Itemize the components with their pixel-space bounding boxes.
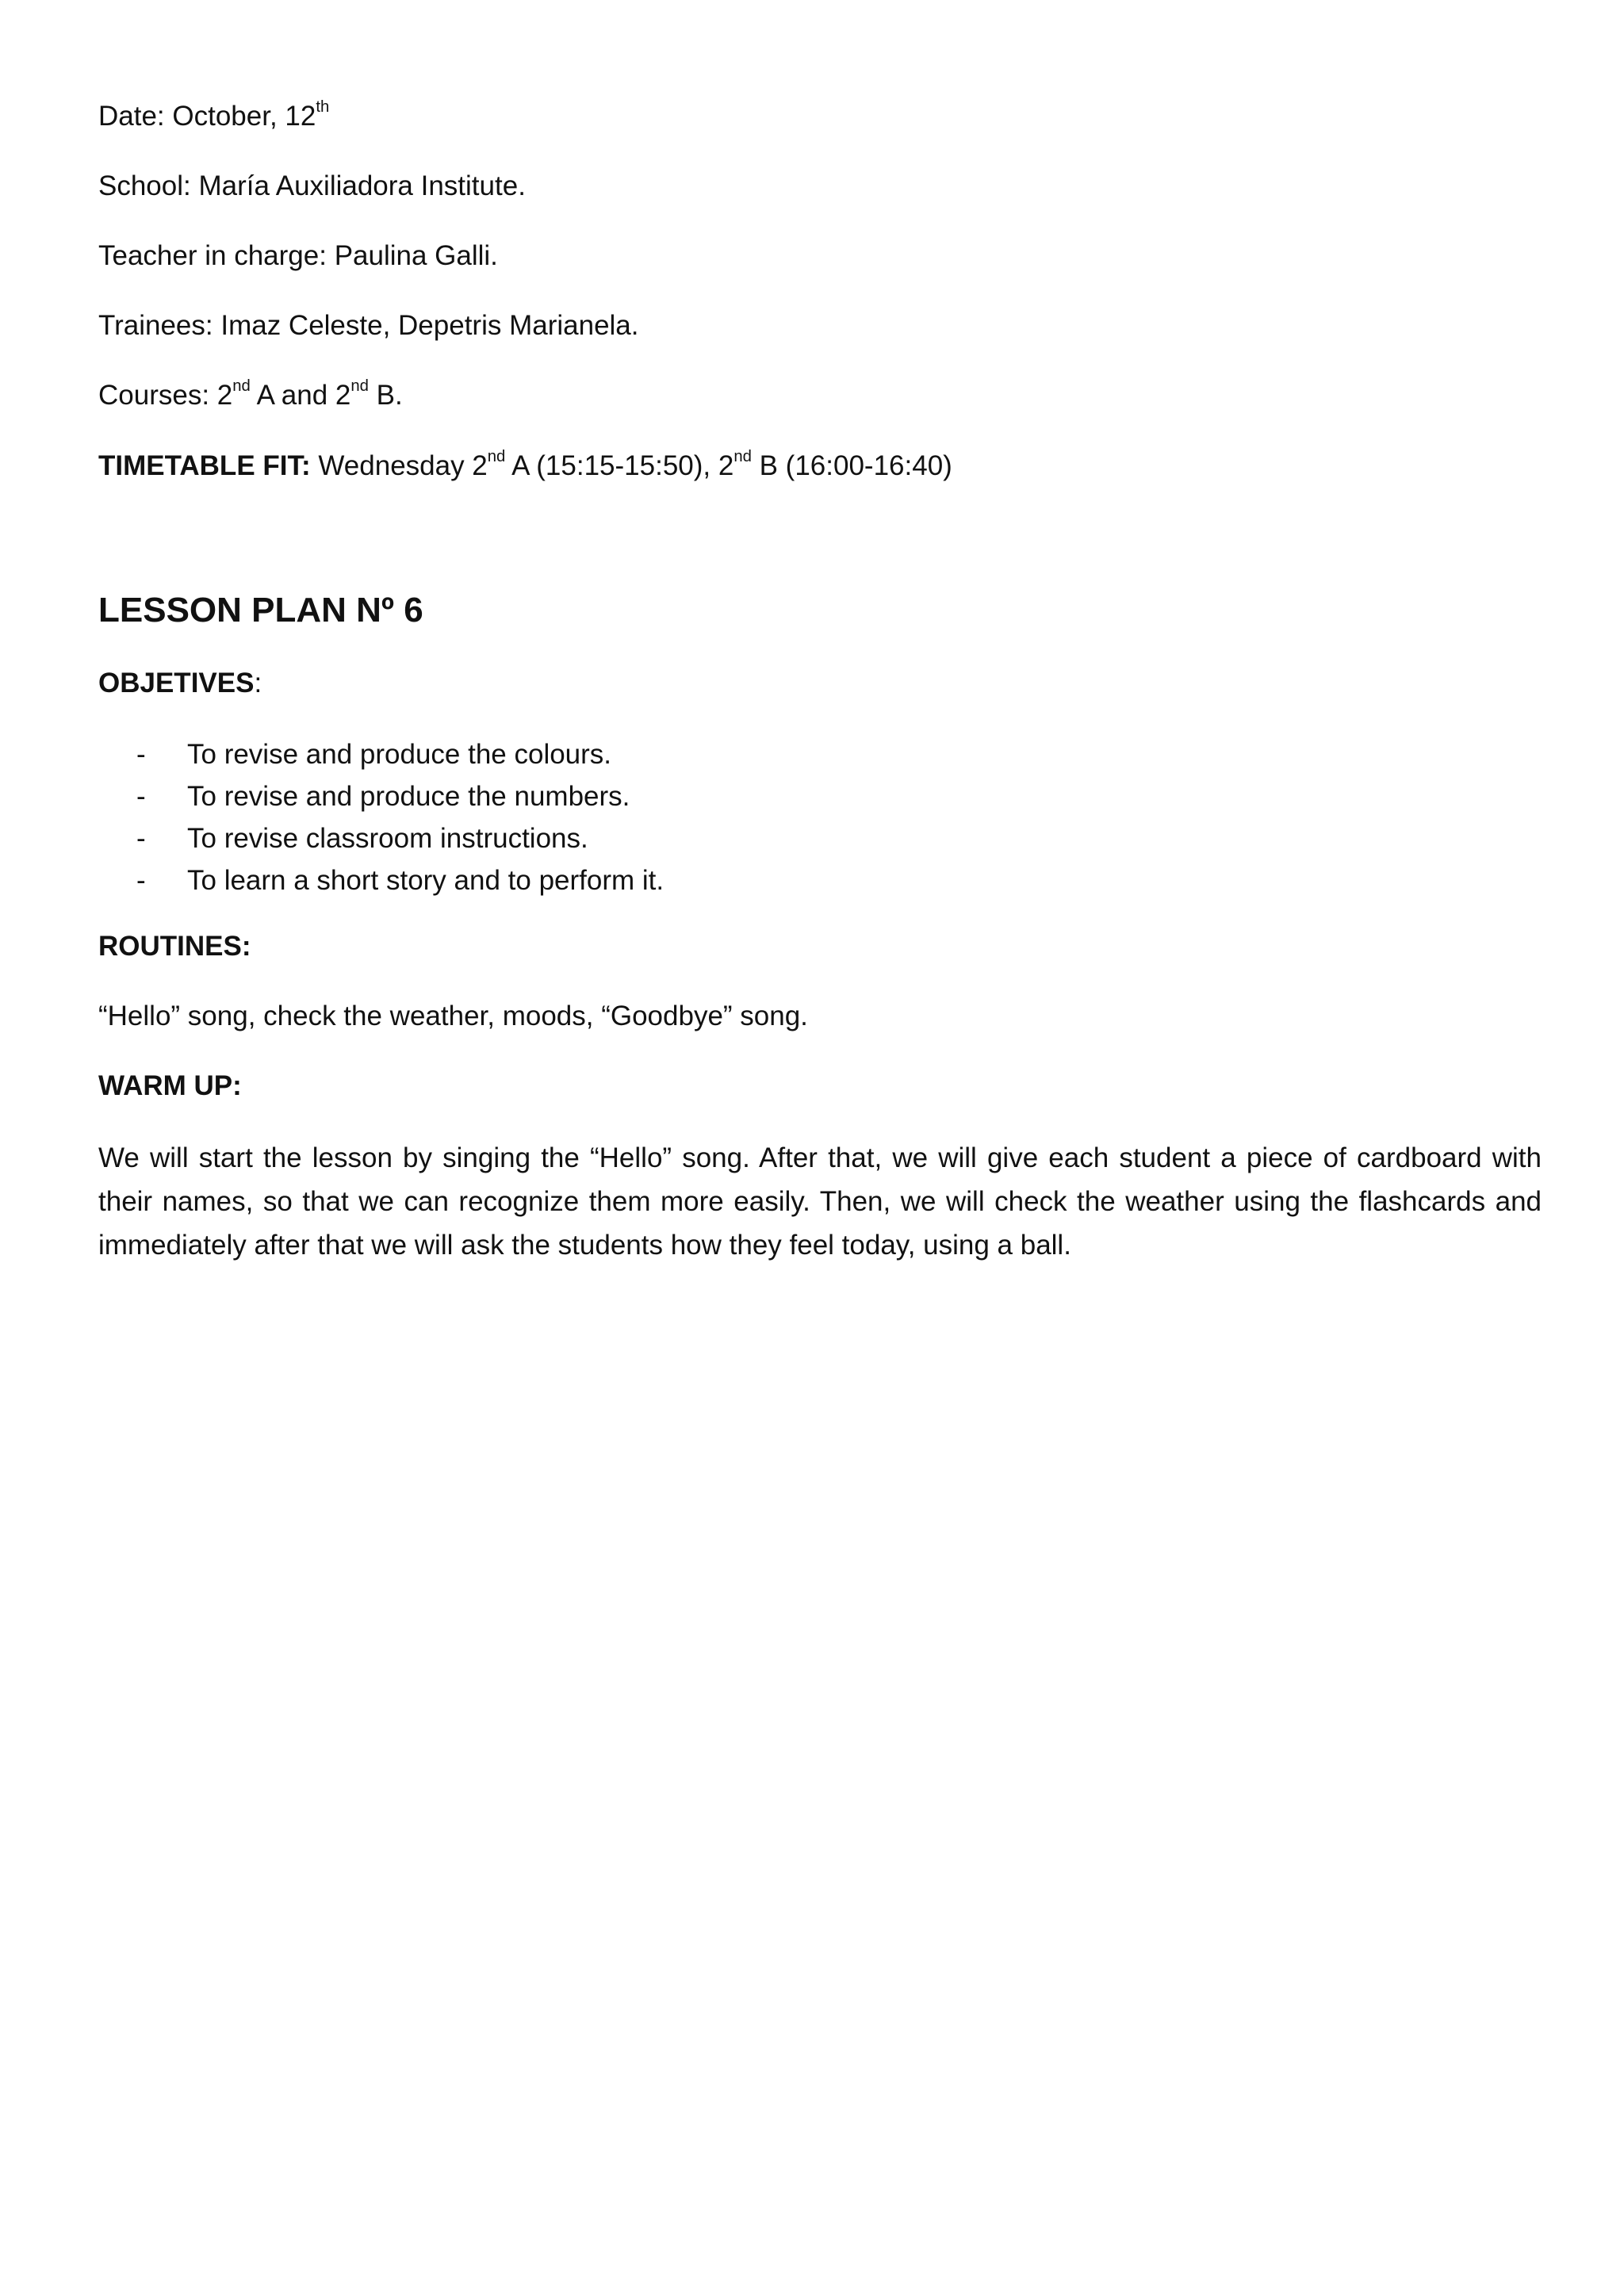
objectives-heading: [98, 666, 262, 701]
bullet-dash: -: [136, 865, 146, 896]
trainees-label: Trainees:: [98, 310, 213, 341]
trainees-line: [98, 308, 639, 343]
courses-part3: B.: [368, 380, 403, 411]
school-label: School:: [98, 170, 191, 201]
lesson-title: LESSON PLAN Nº 6: [98, 591, 423, 629]
date-suffix: th: [316, 98, 330, 116]
objective-text: To learn a short story and to perform it.: [187, 865, 665, 896]
bullet-dash: -: [136, 781, 146, 812]
courses-part1: 2: [216, 380, 233, 411]
courses-label: Courses:: [98, 380, 210, 411]
courses-part2: A and 2: [250, 380, 351, 411]
courses-sup1: nd: [232, 377, 251, 395]
timetable-sup2: nd: [733, 447, 752, 465]
warmup-paragraph: We will start the lesson by singing the “Hello” song. After that, we will give each student a piece of cardboard with their names, so that we can recognize them more easily. Then, we will check the weather using the flashcards and immediately after that we will ask the students how they feel today, using a ball.: [98, 1142, 1542, 1261]
timetable-label: TIMETABLE FIT:: [98, 450, 311, 481]
objective-text: To revise classroom instructions.: [187, 823, 588, 854]
timetable-part3: B (16:00-16:40): [751, 450, 952, 481]
courses-line: [98, 378, 403, 413]
routines-text: “Hello” song, check the weather, moods, “Goodbye” song.: [98, 1001, 808, 1031]
date-value: October, 12: [172, 101, 316, 132]
timetable-part2: A (15:15-15:50), 2: [505, 450, 734, 481]
teacher-line: [98, 239, 498, 274]
routines-label: ROUTINES:: [98, 931, 251, 962]
teacher-value: Paulina Galli.: [334, 240, 498, 271]
date-label: Date:: [98, 101, 165, 132]
courses-sup2: nd: [350, 377, 369, 395]
timetable-sup1: nd: [487, 447, 506, 465]
trainees-value: Imaz Celeste, Depetris Marianela.: [220, 310, 639, 341]
objective-text: To revise and produce the colours.: [187, 739, 612, 770]
date-line: [98, 99, 329, 134]
teacher-label: Teacher in charge:: [98, 240, 327, 271]
timetable-part1: Wednesday 2: [318, 450, 488, 481]
bullet-dash: -: [136, 823, 146, 854]
objectives-label: OBJETIVES: [98, 668, 255, 698]
objectives-colon: :: [254, 668, 262, 698]
warmup-label: WARM UP:: [98, 1070, 242, 1101]
bullet-dash: -: [136, 739, 146, 770]
timetable-line: [98, 449, 952, 484]
school-value: María Auxiliadora Institute.: [198, 170, 526, 201]
school-line: [98, 169, 526, 204]
objective-text: To revise and produce the numbers.: [187, 781, 630, 812]
